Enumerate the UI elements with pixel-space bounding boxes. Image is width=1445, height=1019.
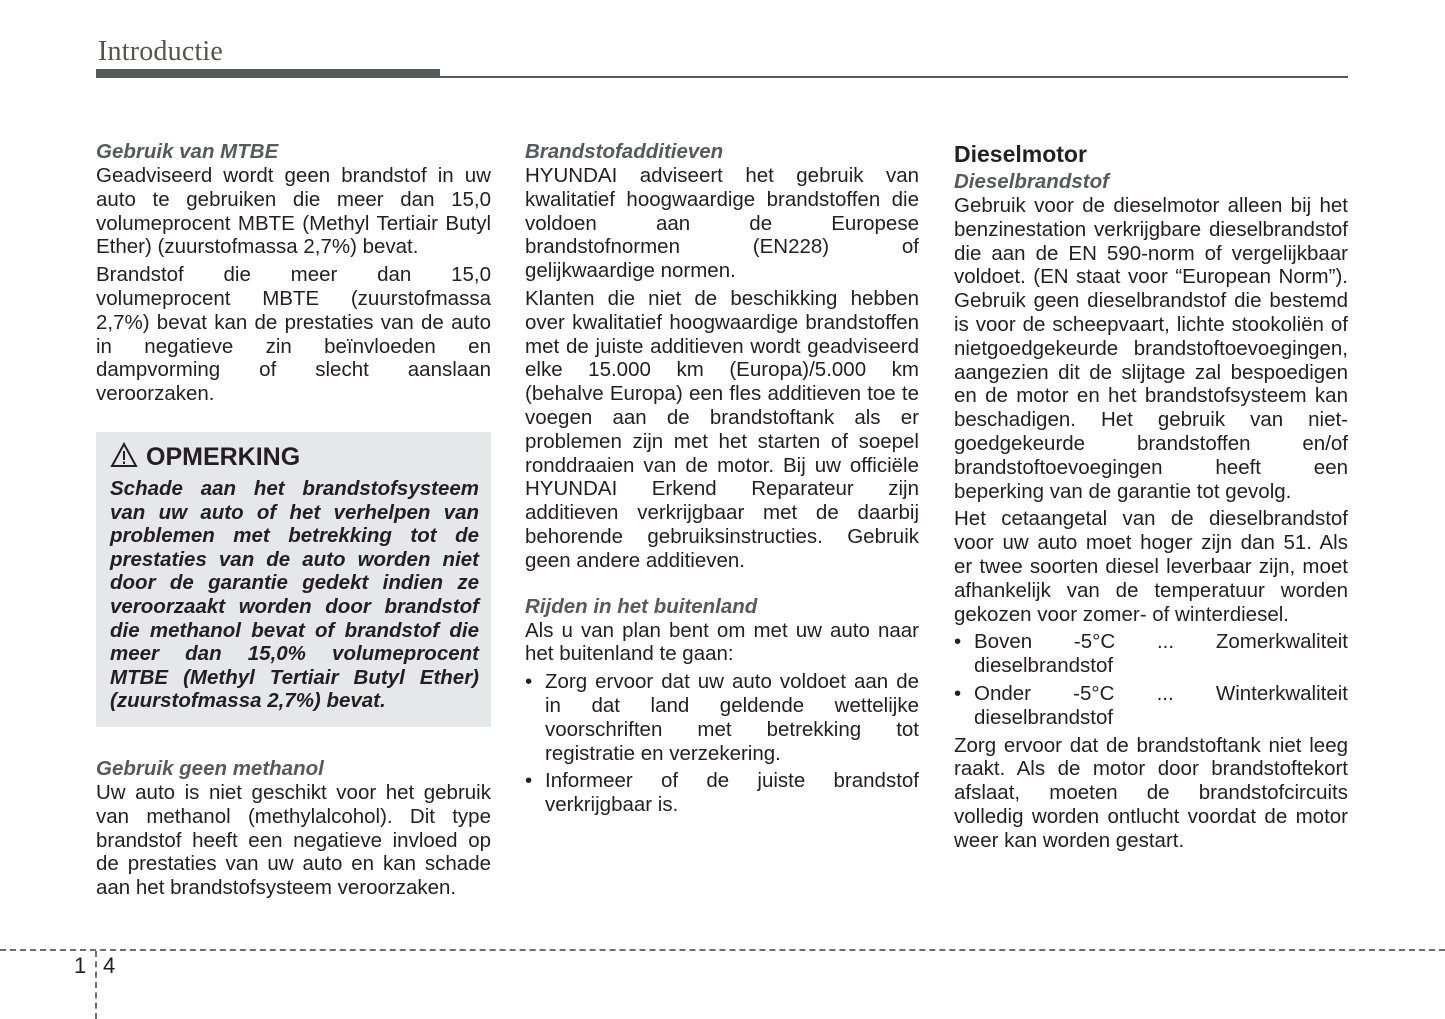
bullet-text: Zorg ervoor dat uw auto voldoet aan de in dat land geldende wettelijke voorschriften met betrekking tot registratie en verzekering. [545, 670, 919, 765]
note-box [96, 432, 491, 727]
diesel-paragraph-3: Zorg ervoor dat de brandstoftank niet leeg raakt. Als de motor door brandstoftekort afslaat, moeten de brandstofcircuits volledig worden ontlucht voordat de motor weer kan worden gestart. [954, 733, 1348, 852]
note-title: OPMERKING [146, 443, 301, 472]
diesel-paragraph-1: Gebruik voor de dieselmotor alleen bij het benzinestation verkrijgbare dieselbrandstof die aan de EN 590-norm of vergelijkbaar voldoet. (EN staat voor “European Norm”). Gebruik geen dieselbrandstof die bestemd is voor de scheepvaart, lichte stookoliën of nietgoedgekeurde brandstoftoevoegingen, aangezien dit de slijtage zal bespoedigen en de motor en het brandstofsysteem kan beschadigen. Het gebruik van niet-goedgekeurde brandstoffen en/of brandstoftoevoegingen heeft een beperking van de garantie tot gevolg. [954, 194, 1348, 503]
bullet-dot: • [954, 681, 962, 705]
bullet-text: Informeer of de juiste brandstof verkrijgbaar is. [545, 769, 919, 817]
bullet-dot: • [525, 769, 533, 793]
note-header [110, 442, 479, 473]
warning-triangle-icon [110, 442, 138, 473]
note-text: Schade aan het brandstofsysteem van uw auto of het verhelpen van problemen met betrekking tot de prestaties van de auto worden niet door de garantie gedekt indien ze veroorzaakt worden door brandstof die methanol bevat of brandstof die meer dan 15,0% volumeprocent MTBE (Methyl Tertiair Butyl Ether) (zuurstofmassa 2,7%) bevat. [110, 476, 479, 713]
column-left [96, 140, 491, 904]
column-middle [525, 140, 919, 821]
bullet-text: Onder -5°C ... Winterkwaliteit dieselbrandstof [974, 681, 1348, 729]
bullet-dot: • [954, 630, 962, 654]
mtbe-paragraph-2: Brandstof die meer dan 15,0 volumeprocent MBTE (zuurstofmassa 2,7%) bevat kan de prestaties van de auto in negatieve zin beïnvloeden en dampvorming of slecht aanslaan veroorzaken. [96, 263, 491, 406]
additives-paragraph-2: Klanten die niet de beschikking hebben over kwalitatief hoogwaardige brandstoffen met de juiste additieven wordt geadviseerd elke 15.000 km (Europa)/5.000 km (behalve Europa) een fles additieven toe te voegen aan de brandstoftank als er problemen zijn met het starten of soepel ronddraaien van de motor. Bij uw officiële HYUNDAI Erkend Reparateur zijn additieven verkrijgbaar met de daarbij behorende gebruiksinstructies. Gebruik geen andere additieven. [525, 286, 919, 572]
diesel-heading: Dieselmotor [954, 141, 1087, 167]
bullet-dot: • [525, 670, 533, 694]
methanol-paragraph: Uw auto is niet geschikt voor het gebruik van methanol (methylalcohol). Dit type brandstof heeft een negatieve invloed op de prestaties van uw auto en kan schade aan het brandstofsysteem veroorzaken. [96, 780, 491, 900]
diesel-fuel-subtitle: Dieselbrandstof [954, 170, 1109, 193]
additives-subtitle: Brandstofadditieven [525, 140, 724, 163]
section-title: Introductie [98, 36, 224, 67]
abroad-paragraph: Als u van plan bent om met uw auto naar het buitenland te gaan: [525, 618, 919, 666]
bullet-text: Boven -5°C ... Zomerkwaliteit dieselbrandstof [974, 630, 1348, 678]
footer-vertical-dashed-rule [95, 951, 97, 1019]
abroad-bullet-2 [525, 769, 919, 817]
additives-paragraph-1: HYUNDAI adviseert het gebruik van kwalitatief hoogwaardige brandstoffen die voldoen aan de Europese brandstofnormen (EN228) of gelijkwaardige normen. [525, 164, 919, 283]
diesel-bullet-1 [954, 630, 1348, 678]
abroad-subtitle: Rijden in het buitenland [525, 594, 758, 618]
chapter-number: 1 [74, 953, 87, 978]
methanol-subtitle: Gebruik geen methanol [96, 756, 324, 780]
header-rule-thick [96, 69, 440, 78]
mtbe-subtitle: Gebruik van MTBE [96, 140, 279, 163]
header-rule-thin [440, 76, 1348, 78]
footer-dashed-rule [0, 949, 1445, 951]
mtbe-paragraph-1: Geadviseerd wordt geen brandstof in uw auto te gebruiken die meer dan 15,0 volumeprocent MBTE (Methyl Tertiair Butyl Ether) (zuurstofmassa 2,7%) bevat. [96, 164, 491, 259]
page-number: 4 [103, 953, 116, 978]
diesel-paragraph-2: Het cetaangetal van de dieselbrandstof voor uw auto moet hoger zijn dan 51. Als er twee soorten diesel leverbaar zijn, moet afhankelijk van de temperatuur worden gekozen voor zomer- of winterdiesel. [954, 507, 1348, 626]
diesel-bullet-2 [954, 682, 1348, 730]
abroad-bullet-1 [525, 670, 919, 765]
column-right [954, 140, 1348, 857]
